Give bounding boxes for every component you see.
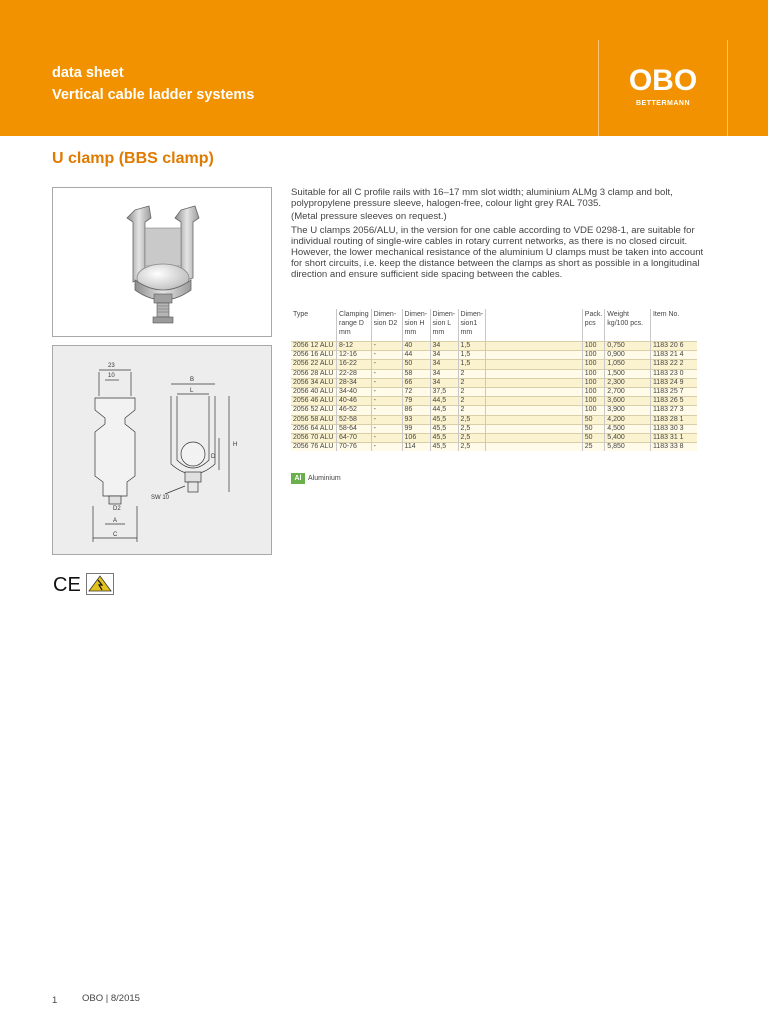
spec-cell: 34 — [430, 351, 458, 360]
spec-cell: 106 — [402, 434, 430, 443]
spec-cell — [486, 369, 582, 378]
logo-subtext: BETTERMANN — [636, 100, 690, 107]
spec-cell — [486, 342, 582, 351]
spec-cell: 2056 46 ALU — [291, 397, 337, 406]
spec-header-cell — [650, 309, 697, 342]
spec-cell: 40 — [402, 342, 430, 351]
spec-cell: 0,750 — [605, 342, 651, 351]
spec-cell: - — [371, 424, 402, 433]
footer-info: OBO | 8/2015 — [82, 993, 140, 1004]
spec-table — [291, 309, 697, 451]
spec-cell: 58-64 — [337, 424, 372, 433]
spec-header-line: sion H — [404, 320, 425, 327]
spec-row — [291, 369, 697, 378]
spec-header-line: sion L — [432, 320, 452, 327]
spec-cell: - — [371, 415, 402, 424]
spec-row — [291, 360, 697, 369]
spec-cell: 1,500 — [605, 369, 651, 378]
header-product-line: Vertical cable ladder systems — [52, 87, 255, 103]
spec-cell: 34 — [430, 342, 458, 351]
spec-cell: 79 — [402, 397, 430, 406]
spec-cell — [486, 378, 582, 387]
spec-cell: - — [371, 369, 402, 378]
spec-header-line: Item No. — [652, 311, 680, 318]
spec-cell: 1183 28 1 — [650, 415, 697, 424]
spec-cell: 100 — [582, 360, 605, 369]
spec-cell: 2,300 — [605, 378, 651, 387]
spec-header-line: mm — [460, 329, 473, 336]
spec-cell — [486, 415, 582, 424]
header-divider-left — [598, 40, 599, 136]
spec-header-line: Dimen- — [373, 311, 397, 318]
spec-header-line: Clamping — [339, 311, 369, 318]
spec-cell: 45,5 — [430, 415, 458, 424]
spec-cell: 2056 12 ALU — [291, 342, 337, 351]
spec-cell: 50 — [582, 424, 605, 433]
spec-cell: 100 — [582, 397, 605, 406]
spec-cell: 50 — [582, 434, 605, 443]
spec-cell: 45,5 — [430, 424, 458, 433]
spec-header-line: mm — [432, 329, 445, 336]
spec-cell — [486, 388, 582, 397]
dim-l: L — [190, 388, 194, 394]
spec-cell: 2056 64 ALU — [291, 424, 337, 433]
spec-cell — [486, 443, 582, 452]
spec-cell: 1,5 — [458, 360, 486, 369]
spec-cell: 50 — [402, 360, 430, 369]
spec-cell: 100 — [582, 342, 605, 351]
spec-cell: 28-34 — [337, 378, 372, 387]
spec-cell: 64-70 — [337, 434, 372, 443]
svg-text:CE: CE — [53, 574, 81, 595]
material-code-badge: Al — [291, 473, 305, 484]
dim-sw: SW 10 — [151, 495, 170, 501]
ce-mark-icon — [53, 571, 83, 595]
spec-header-line: mm — [404, 329, 417, 336]
spec-cell: 0,900 — [605, 351, 651, 360]
spec-cell: 2056 22 ALU — [291, 360, 337, 369]
product-title: U clamp (BBS clamp) — [52, 150, 214, 167]
spec-header-cell — [458, 309, 486, 342]
spec-cell: 114 — [402, 443, 430, 452]
material-legend — [291, 473, 341, 484]
spec-cell: 2 — [458, 378, 486, 387]
spec-header-line: sion1 — [460, 320, 478, 327]
header-title — [52, 62, 254, 106]
spec-cell: 44,5 — [430, 397, 458, 406]
spec-cell: 2 — [458, 388, 486, 397]
spec-cell: 2056 58 ALU — [291, 415, 337, 424]
spec-cell: 2056 70 ALU — [291, 434, 337, 443]
spec-cell: - — [371, 342, 402, 351]
spec-cell: 72 — [402, 388, 430, 397]
spec-cell: 4,500 — [605, 424, 651, 433]
spec-row — [291, 434, 697, 443]
spec-cell: 22-28 — [337, 369, 372, 378]
spec-cell: 1183 26 5 — [650, 397, 697, 406]
spec-cell: 52-58 — [337, 415, 372, 424]
spec-row — [291, 443, 697, 452]
spec-cell: 50 — [582, 415, 605, 424]
spec-header-line: pcs — [584, 320, 596, 327]
spec-cell — [486, 424, 582, 433]
dim-10: 10 — [108, 373, 115, 379]
spec-cell: 2,5 — [458, 434, 486, 443]
spec-cell: 1,050 — [605, 360, 651, 369]
spec-cell: 1183 20 6 — [650, 342, 697, 351]
spec-cell: 1183 22 2 — [650, 360, 697, 369]
spec-cell: 16-22 — [337, 360, 372, 369]
spec-cell: 58 — [402, 369, 430, 378]
spec-header-cell — [371, 309, 402, 342]
spec-cell: 2 — [458, 406, 486, 415]
spec-header-cell — [486, 309, 582, 342]
spec-cell: 5,400 — [605, 434, 651, 443]
spec-cell: 1,5 — [458, 351, 486, 360]
spec-header-line: kg/100 pcs. — [607, 320, 644, 327]
spec-header-cell — [402, 309, 430, 342]
spec-cell: 2056 52 ALU — [291, 406, 337, 415]
spec-cell: 3,900 — [605, 406, 651, 415]
spec-cell: 1183 27 3 — [650, 406, 697, 415]
spec-cell: - — [371, 351, 402, 360]
spec-cell: 100 — [582, 406, 605, 415]
spec-body — [291, 342, 697, 452]
spec-header-line: Dimen- — [460, 311, 484, 318]
spec-cell: 100 — [582, 351, 605, 360]
material-label: Aluminium — [308, 475, 341, 482]
spec-cell: 37,5 — [430, 388, 458, 397]
spec-row — [291, 397, 697, 406]
spec-cell: 70-76 — [337, 443, 372, 452]
spec-cell: 34 — [430, 369, 458, 378]
dim-a: A — [113, 518, 118, 524]
spec-cell: 44 — [402, 351, 430, 360]
spec-cell: - — [371, 397, 402, 406]
spec-header-line: Dimen- — [432, 311, 456, 318]
spec-cell: - — [371, 434, 402, 443]
product-description — [291, 187, 711, 283]
spec-cell: 2,5 — [458, 415, 486, 424]
spec-cell: 2056 28 ALU — [291, 369, 337, 378]
spec-cell: 5,850 — [605, 443, 651, 452]
spec-cell: 1183 31 1 — [650, 434, 697, 443]
dim-h: H — [233, 442, 238, 448]
spec-cell: 1183 30 3 — [650, 424, 697, 433]
spec-cell: 25 — [582, 443, 605, 452]
spec-cell: 2,5 — [458, 443, 486, 452]
spec-cell: 44,5 — [430, 406, 458, 415]
spec-cell: 2056 76 ALU — [291, 443, 337, 452]
spec-header-line: Dimen- — [404, 311, 428, 318]
spec-cell — [486, 406, 582, 415]
spec-cell: 3,600 — [605, 397, 651, 406]
description-note: (Metal pressure sleeves on request.) — [291, 211, 447, 223]
spec-cell: 34-40 — [337, 388, 372, 397]
spec-cell: 93 — [402, 415, 430, 424]
spec-cell: - — [371, 378, 402, 387]
spec-cell: 46-52 — [337, 406, 372, 415]
spec-header-line: mm — [339, 329, 351, 336]
technical-drawing — [52, 345, 272, 555]
spec-cell — [486, 434, 582, 443]
header-divider-right — [727, 40, 728, 136]
description-usage: The U clamps 2056/ALU, in the version for one cable according to VDE 0298-1, are suitable for individual routing of single-wire cables in rotary current networks, as there is no closed circuit. However, the lower mechanical resistance of the aluminium U clamps must be taken into account for short circuits, i.e. keep the distance between the clamps as short as possible in a longitudinal direction and ensure sufficient side spacing between the cables. — [291, 224, 704, 281]
spec-row — [291, 424, 697, 433]
header-banner — [0, 0, 768, 136]
product-photo — [52, 187, 272, 337]
spec-header-cell — [430, 309, 458, 342]
spec-cell: 2 — [458, 397, 486, 406]
spec-header-cell — [337, 309, 372, 342]
spec-header-row — [291, 309, 697, 342]
spec-cell: 2056 16 ALU — [291, 351, 337, 360]
page-number: 1 — [52, 995, 58, 1006]
spec-header-cell — [582, 309, 605, 342]
spec-cell: 1183 21 4 — [650, 351, 697, 360]
spec-cell: 34 — [430, 378, 458, 387]
spec-cell: 12-16 — [337, 351, 372, 360]
spec-row — [291, 351, 697, 360]
spec-cell — [486, 351, 582, 360]
description-material: Suitable for all C profile rails with 16–17 mm slot width; aluminium ALMg 3 clamp and bolt, polypropylene pressure sleeve, halogen-free, colour light grey RAL 7035. — [291, 187, 673, 210]
spec-cell: 45,5 — [430, 443, 458, 452]
spec-row — [291, 388, 697, 397]
spec-cell: 1,5 — [458, 342, 486, 351]
spec-cell: 1183 23 0 — [650, 369, 697, 378]
obo-logo — [612, 66, 714, 114]
spec-header-line: range D — [339, 320, 364, 327]
spec-cell: 8-12 — [337, 342, 372, 351]
spec-cell: 2 — [458, 369, 486, 378]
u-clamp-illustration — [53, 188, 271, 336]
spec-cell: 100 — [582, 378, 605, 387]
spec-cell: 2056 34 ALU — [291, 378, 337, 387]
spec-header-line: sion D2 — [373, 320, 398, 327]
spec-cell: 2056 40 ALU — [291, 388, 337, 397]
spec-cell: 2,700 — [605, 388, 651, 397]
spec-cell: 40-46 — [337, 397, 372, 406]
spec-header-cell — [291, 309, 337, 342]
header-doc-type: data sheet — [52, 65, 124, 81]
spec-header-cell — [605, 309, 651, 342]
spec-header-line: Pack. — [584, 311, 603, 318]
spec-row — [291, 342, 697, 351]
dim-d2: D2 — [113, 506, 121, 512]
spec-cell — [486, 360, 582, 369]
spec-header-line: Weight — [607, 311, 629, 318]
spec-cell: 86 — [402, 406, 430, 415]
spec-cell: - — [371, 388, 402, 397]
dimension-drawing — [53, 346, 271, 554]
dim-b: B — [190, 377, 195, 383]
spec-header-line: Type — [293, 311, 309, 318]
logo-text: OBO — [628, 64, 698, 97]
spec-cell: 2,5 — [458, 424, 486, 433]
spec-cell: 1183 24 9 — [650, 378, 697, 387]
spec-cell: 1183 33 8 — [650, 443, 697, 452]
spec-cell: 100 — [582, 369, 605, 378]
spec-cell: 99 — [402, 424, 430, 433]
spec-row — [291, 406, 697, 415]
spec-row — [291, 415, 697, 424]
vde-test-mark-icon — [86, 573, 114, 595]
dim-23: 23 — [108, 363, 115, 369]
spec-cell: 4,200 — [605, 415, 651, 424]
spec-cell: 45,5 — [430, 434, 458, 443]
spec-cell: 66 — [402, 378, 430, 387]
spec-cell: 34 — [430, 360, 458, 369]
spec-cell — [486, 397, 582, 406]
dim-c: C — [113, 532, 118, 538]
spec-row — [291, 378, 697, 387]
spec-cell: 100 — [582, 388, 605, 397]
spec-cell: - — [371, 443, 402, 452]
spec-cell: - — [371, 360, 402, 369]
spec-cell: - — [371, 406, 402, 415]
spec-cell: 1183 25 7 — [650, 388, 697, 397]
dim-d: D — [211, 454, 216, 460]
